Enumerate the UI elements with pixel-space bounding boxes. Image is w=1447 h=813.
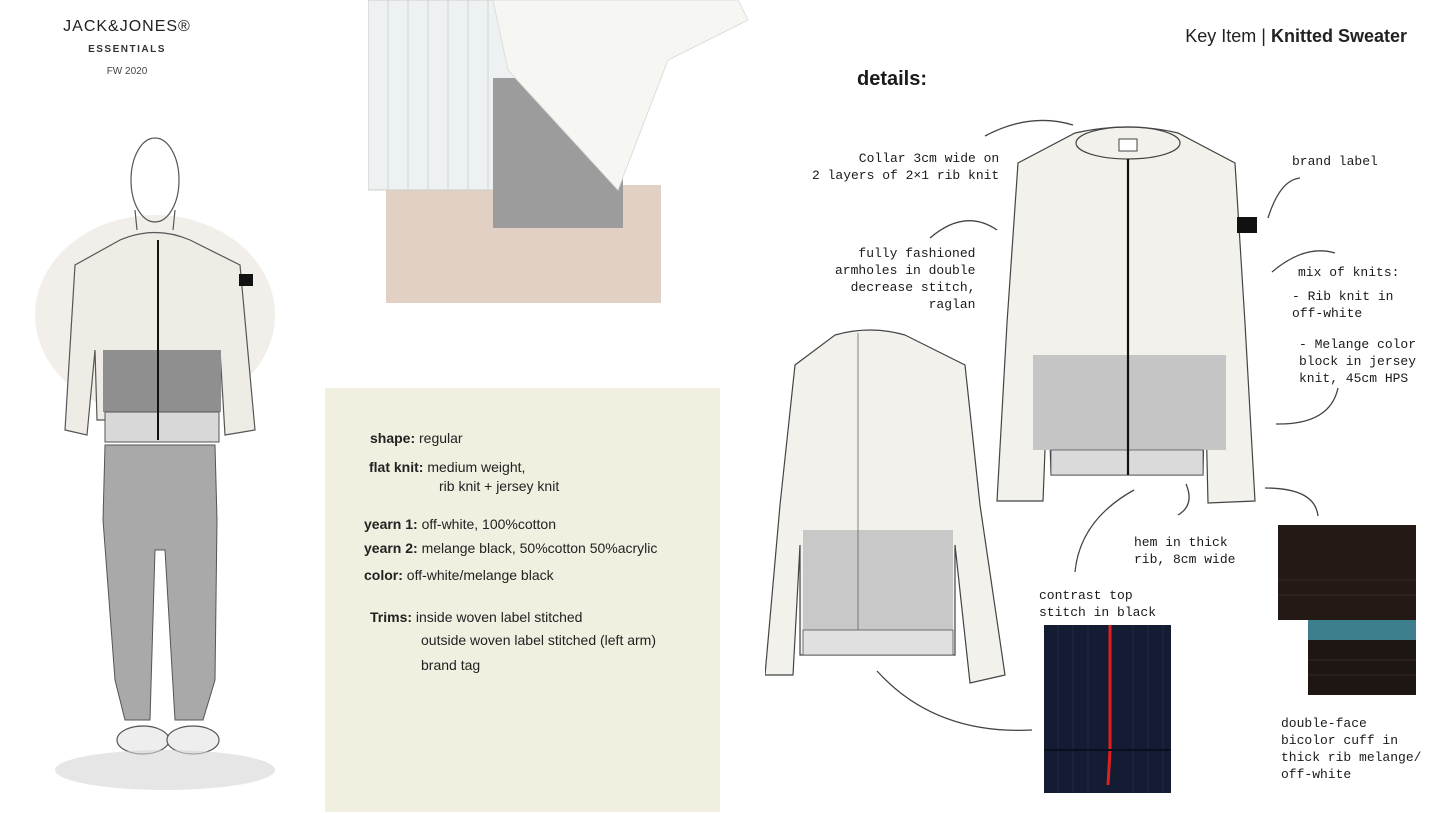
cuff-photo	[1272, 520, 1432, 708]
brand-logo: JACK&JONES®	[63, 18, 191, 35]
trims-value-3: brand tag	[421, 657, 481, 673]
brand-line: ESSENTIALS	[88, 44, 166, 55]
annotation-cuff: double-face bicolor cuff in thick rib melange/ off-white	[1281, 716, 1422, 782]
flat-knit-value-2: rib knit + jersey knit	[439, 478, 560, 494]
annotation-mix-melange: - Melange color block in jersey knit, 45cm HPS	[1299, 337, 1417, 386]
yarn-2-label: yearn 2:	[364, 540, 418, 556]
trims-label: Trims:	[370, 609, 413, 625]
flat-knit-value: medium weight,	[423, 459, 526, 475]
season-label: FW 2020	[106, 66, 148, 77]
yarn-1-label: yearn 1:	[364, 516, 418, 532]
yarn-1-value: off-white, 100%cotton	[417, 516, 556, 532]
title-item: Knitted Sweater	[1270, 26, 1407, 46]
annotation-mix-title: mix of knits:	[1298, 265, 1400, 280]
color-value: off-white/melange black	[402, 567, 554, 583]
annotation-armholes: fully fashioned armholes in double decrease stitch, raglan	[835, 246, 976, 312]
contrast-stitch-photo	[1038, 620, 1178, 802]
annotation-collar: Collar 3cm wide on 2 layers of 2×1 rib knit	[812, 151, 1000, 183]
annotation-contrast-stitch: contrast top stitch in black	[1039, 588, 1157, 620]
annotation-hem: hem in thick rib, 8cm wide	[1134, 535, 1236, 567]
color-label: color:	[364, 567, 403, 583]
title-prefix: Key Item	[1185, 26, 1257, 46]
title-separator: |	[1256, 26, 1271, 46]
annotation-mix-rib: - Rib knit in off-white	[1292, 289, 1394, 321]
shape-value: regular	[415, 430, 463, 446]
shape-label: shape:	[370, 430, 416, 446]
trims-value-1: inside woven label stitched	[412, 609, 583, 625]
trims-value-2: outside woven label stitched (left arm)	[421, 632, 656, 648]
details-heading: details:	[857, 68, 928, 90]
annotation-brand-label: brand label	[1292, 154, 1378, 169]
flat-knit-label: flat knit:	[369, 459, 424, 475]
yarn-2-value: melange black, 50%cotton 50%acrylic	[417, 540, 658, 556]
